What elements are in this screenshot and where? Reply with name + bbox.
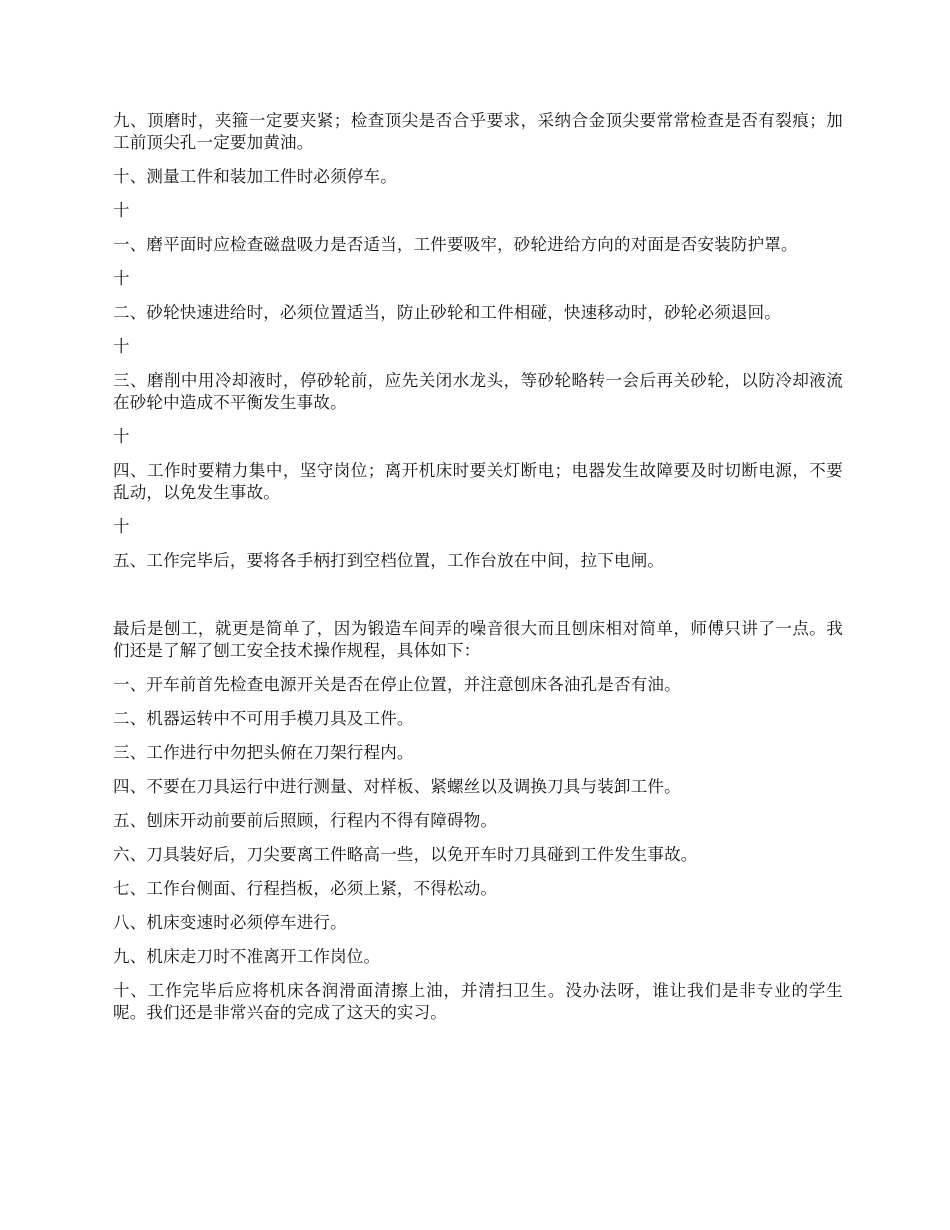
paragraph: 三、磨削中用冷却液时，停砂轮前，应先关闭水龙头，等砂轮略转一会后再关砂轮，以防冷却液流在砂轮中造成不平衡发生事故。 xyxy=(113,371,843,412)
paragraph: 三、工作进行中勿把头俯在刀架行程内。 xyxy=(113,743,414,762)
paragraph: 四、工作时要精力集中，坚守岗位；离开机床时要关灯断电；电器发生故障要及时切断电源，不要乱动，以免发生事故。 xyxy=(113,461,843,502)
paragraph: 八、机床变速时必须停车进行。 xyxy=(113,913,347,932)
paragraph: 十 xyxy=(113,517,130,536)
paragraph: 二、砂轮快速进给时，必须位置适当，防止砂轮和工件相碰，快速移动时，砂轮必须退回。 xyxy=(113,303,781,322)
document-page xyxy=(113,110,843,1024)
paragraph: 十、测量工件和装加工件时必须停车。 xyxy=(113,167,397,186)
paragraph: 十 xyxy=(113,201,130,220)
paragraph: 九、机床走刀时不准离开工作岗位。 xyxy=(113,947,381,966)
paragraph: 十 xyxy=(113,427,130,446)
paragraph: 一、磨平面时应检查磁盘吸力是否适当，工件要吸牢，砂轮进给方向的对面是否安装防护罩。 xyxy=(113,235,798,254)
paragraph: 五、工作完毕后，要将各手柄打到空档位置，工作台放在中间，拉下电闸。 xyxy=(113,551,665,570)
paragraph: 最后是刨工，就更是简单了，因为锻造车间弄的噪音很大而且刨床相对简单，师傅只讲了一点。我们还是了解了刨工安全技术操作规程，具体如下： xyxy=(113,619,843,660)
paragraph: 十 xyxy=(113,269,130,288)
paragraph: 七、工作台侧面、行程挡板，必须上紧，不得松动。 xyxy=(113,879,498,898)
paragraph: 五、刨床开动前要前后照顾，行程内不得有障碍物。 xyxy=(113,811,498,830)
paragraph: 四、不要在刀具运行中进行测量、对样板、紧螺丝以及调换刀具与装卸工件。 xyxy=(113,777,681,796)
paragraph: 一、开车前首先检查电源开关是否在停止位置，并注意刨床各油孔是否有油。 xyxy=(113,675,681,694)
paragraph: 六、刀具装好后，刀尖要离工件略高一些，以免开车时刀具碰到工件发生事故。 xyxy=(113,845,698,864)
paragraph: 二、机器运转中不可用手模刀具及工件。 xyxy=(113,709,414,728)
paragraph: 九、顶磨时，夹箍一定要夹紧；检查顶尖是否合乎要求，采纳合金顶尖要常常检查是否有裂痕；加工前顶尖孔一定要加黄油。 xyxy=(113,111,843,152)
paragraph: 十 xyxy=(113,337,130,356)
paragraph: 十、工作完毕后应将机床各润滑面清擦上油，并清扫卫生。没办法呀，谁让我们是非专业的学生呢。我们还是非常兴奋的完成了这天的实习。 xyxy=(113,981,843,1022)
